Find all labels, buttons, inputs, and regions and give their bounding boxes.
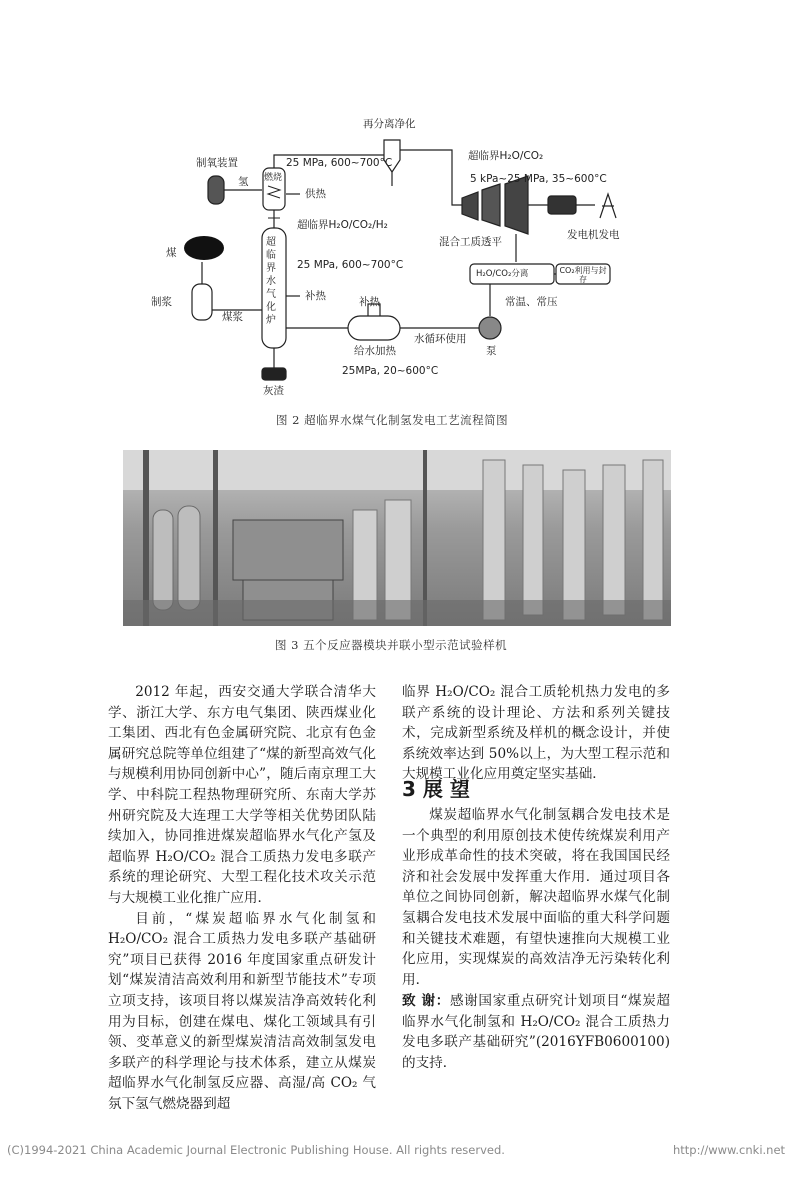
label-ash: 灰渣 [263,385,284,397]
section-heading: 3 展 望 [402,777,470,801]
label-sc-mix-h2: 超临界H₂O/CO₂/H₂ [297,219,388,231]
acknowledgement [402,991,670,1073]
label-make-up-heat: 补热 [305,290,326,302]
label-slurry-prep: 制浆 [151,296,172,308]
figure-3-photo [123,450,671,626]
right-column-bottom [402,805,670,990]
label-sc-mix: 超临界H₂O/CO₂ [468,150,544,162]
label-params-2: 25 MPa, 600~700°C [297,259,404,271]
label-turbine-params: 5 kPa~25 MPa, 35~600°C [470,173,607,185]
ash-truck [262,368,286,380]
label-heat-supply: 供热 [305,188,326,200]
label-generator: 发电机发电 [567,229,620,241]
label-make-up-heat-2: 补热 [359,296,380,308]
paragraph-left-2: 目前，“煤炭超临界水气化制氢和 H₂O/CO₂ 混合工质热力发电多联产基础研究”项目已获得 2016 年度国家重点研发计划“煤炭清洁高效利用和新型节能技术”专项立项支持，该项目将以煤炭洁净高效转化利用为目标，创建在煤电、煤化工领域具有引领、变革意义的新型煤炭清洁高效制氢发电多联产的科学理论与技术体系，建立从煤炭超临界水气化制氢反应器、高湿/高 CO₂ 气氛下氢气燃烧器到超 [108,910,376,1112]
label-hydrogen: 氢 [238,176,249,188]
turbine-stage-2 [482,184,500,226]
generator-box [548,196,576,214]
label-slurry: 煤浆 [222,311,243,323]
reactor-photo-illustration [123,450,671,626]
label-params-1: 25 MPa, 600~700°C [286,157,393,169]
label-repurify: 再分离净化 [363,118,416,130]
footer-url[interactable]: http://www.cnki.net [673,1143,786,1157]
slurry-tank [192,284,212,320]
label-coal: 煤 [166,247,177,259]
label-co2-use: CO₂利用与封存 [559,266,607,284]
ack-label: 致 谢： [402,993,450,1009]
right-column-top [402,682,670,785]
pump-circle [479,317,501,339]
feedwater-heater [348,316,400,340]
label-mixed-turbine: 混合工质透平 [439,236,502,248]
figure-3-caption: 图 3 五个反应器模块并联小型示范试验样机 [275,638,508,652]
paragraph-left-1: 2012 年起，西安交通大学联合清华大学、浙江大学、东方电气集团、陕西煤业化工集团、西北有色金属研究院、北京有色金属研究总院等单位组建了“煤的新型高效气化与规模利用协同创新中心”，随后南京理工大学、中科院工程热物理研究所、东南大学苏州研究院及大连理工大学等相关优势团队陆续加入，协同推进煤炭超临界水气化产氢及超临界 H₂O/CO₂ 混合工质热力发电多联产系统的理论研究、大型工程化技术攻关示范与大规模工业化推广应用． [108,684,376,906]
label-gasifier: 超临界水气化炉 [266,237,276,326]
paragraph-right-1: 临界 H₂O/CO₂ 混合工质轮机热力发电的多联产系统的设计理论、方法和系列关键技术，完成新型系统及样机的概念设计，并使系统效率达到 50%以上，为大型工程示范和大规模工业化应用奠定坚实基础． [402,684,670,783]
paragraph-right-2: 煤炭超临界水气化制氢耦合发电技术是一个典型的利用原创技术使传统煤炭利用产业形成革命性的技术突破，将在我国国民经济和社会发展中发挥重大作用．通过项目各单位之间协同创新，解决超临界水煤气化制氢耦合发电技术发展中面临的重大科学问题和关键技术难题，有望快速推向大规模工业化应用，实现煤炭的高效洁净无污染转化利用． [402,807,670,988]
label-ambient: 常温、常压 [505,296,558,308]
coal-pile [184,236,224,260]
figure-2-caption: 图 2 超临界水煤气化制氢发电工艺流程简图 [276,413,509,427]
turbine-stage-1 [462,192,478,220]
ack-text: 感谢国家重点研究计划项目“煤炭超临界水气化制氢和 H₂O/CO₂ 混合工质热力发电多联产基础研究”(2016YFB0600100) 的支持． [402,993,671,1071]
to-turbine-line [400,150,462,205]
label-combustor: 燃烧 [264,173,283,183]
label-params-3: 25MPa, 20~600°C [342,365,439,377]
left-column [108,682,376,1114]
label-water-recycle: 水循环使用 [414,333,467,345]
label-separation: H₂O/CO₂分离 [476,269,529,279]
label-pump: 泵 [486,345,497,357]
label-hydrogen-plant: 制氧装置 [196,157,238,169]
label-feedwater-heating: 给水加热 [354,345,396,357]
footer-copyright: (C)1994-2021 China Academic Journal Electronic Publishing House. All rights reserved. [7,1143,505,1157]
process-flow-diagram [0,0,807,400]
hydrogen-plant-vessel [208,176,224,204]
